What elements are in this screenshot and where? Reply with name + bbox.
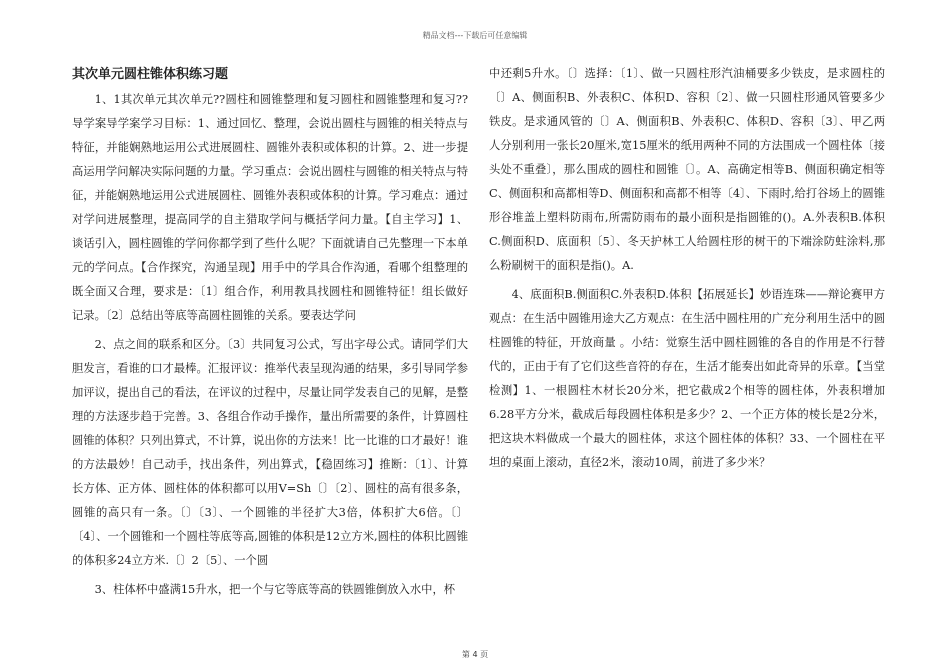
paragraph-4: 中还剩5升水。〔〕选择：〔1〕、做一只圆柱形汽油桶要多少铁皮，是求圆柱的〔〕A、侧面积B、外表积C、体积D、容积〔2〕、做一只圆柱形通风管要多少铁皮。是求通风管的〔〕A、侧面积B、外表积C、体积D、容积〔3〕、甲乙两人分别利用一张长20厘米,宽15厘米的纸用两种不同的方法围成一个圆柱体〔接头处不重叠〕，那么围成的圆柱和圆锥〔〕。A、高确定相等B、侧面积确定相等C、侧面积和高都相等D、侧面积和高都不相等〔4〕、下雨时,给打谷场上的圆锥形谷堆盖上塑料防雨布,所需防雨布的最小面积是指圆锥的()。A.外表积B.体积C.侧面积D、底面积〔5〕、冬天护林工人给圆柱形的树干的下端涂防蛀涂料,那么粉刷树干的面积是指()。A. <box>489 67 885 272</box>
paragraph-5: 4、底面积B.侧面积C.外表积D.体积【拓展延长】妙语连珠——辩论赛甲方观点：在生活中圆锥用途大乙方观点：在生活中圆柱用的广充分利用生活中的圆柱圆锥的特征，开放商量 。小结：觉察生活中圆柱圆锥的各自的作用是不行替代的，正由于有了它们这些音符的存在，生活才能奏出如此奇异的乐章。【当堂检测】1、一根圆柱木材长20分米，把它截成2个相等的圆柱体，外表积增加6.28平方分米，截成后每段圆柱体积是多少？2、一个正方体的棱长是2分米，把这块木料做成一个最大的圆柱体，求这个圆柱体的体积？33、一个圆柱在平坦的桌面上滚动，直径2米，滚动10周，前进了多少米？ <box>489 288 885 469</box>
page-number: 第 4 页 <box>461 650 489 659</box>
document-title: 其次单元圆柱锥体积练习题 <box>72 67 229 82</box>
page-header: 精品文档---下载后可任意编辑 <box>422 31 528 40</box>
paragraph-1: 1、1其次单元其次单元??圆柱和圆锥整理和复习圆柱和圆锥整理和复习??导学案导学案学习目标：1、通过回忆、整理，会说出圆柱与圆锥的相关特点与特征，并能娴熟地运用公式进展圆柱、圆锥外表积或体积的计算。2、进一步提高运用学问解决实际问题的力量。学习重点：会说出圆柱与圆锥的相关特点与特征，并能娴熟地运用公式进展圆柱、圆锥外表积或体积的计算。学习难点：通过对学问进展整理，提高同学的自主猎取学问与概括学问力量。【自主学习】1、谈话引入，圆柱圆锥的学问你都学到了些什么呢？下面就请自己先整理一下本单元的学问点。【合作探究，沟通呈现】用手中的学具合作沟通，看哪个组整理的既全面又合理，要求是：〔1〕组合作，利用教具找圆柱和圆锥特征！组长做好记录。〔2〕总结出等底等高圆柱圆锥的关系。要表达学问 <box>72 93 468 322</box>
paragraph-3: 3、柱体杯中盛满15升水，把一个与它等底等高的铁圆锥倒放入水中，杯 <box>94 583 456 596</box>
right-column <box>489 62 885 480</box>
left-column <box>72 62 468 607</box>
paragraph-2: 2、点之间的联系和区分。〔3〕共同复习公式，写出字母公式。请同学们大胆发言，看谁的口才最棒。汇报评议：推举代表呈现沟通的结果，多引导同学参加评议，提出自己的看法，在评议的过程中，尽量让同学发表自己的见解，是整理的方法逐步趋于完善。3、各组合作动手操作，量出所需要的条件，计算圆柱圆锥的体积？只列出算式，不计算，说出你的方法来！比一比谁的口才最好！谁的方法最妙！自己动手，找出条件，列出算式，【稳固练习】推断：〔1〕、计算长方体、正方体、圆柱体的体积都可以用V=Sh〔〕〔2〕、圆柱的高有很多条，圆锥的高只有一条。〔〕〔3〕、一个圆锥的半径扩大3倍，体积扩大6倍。〔〕〔4〕、一个圆锥和一个圆柱等底等高,圆锥的体积是12立方米,圆柱的体积比圆锥的体积多24立方米.〔〕2〔5〕、一个圆 <box>72 338 468 567</box>
